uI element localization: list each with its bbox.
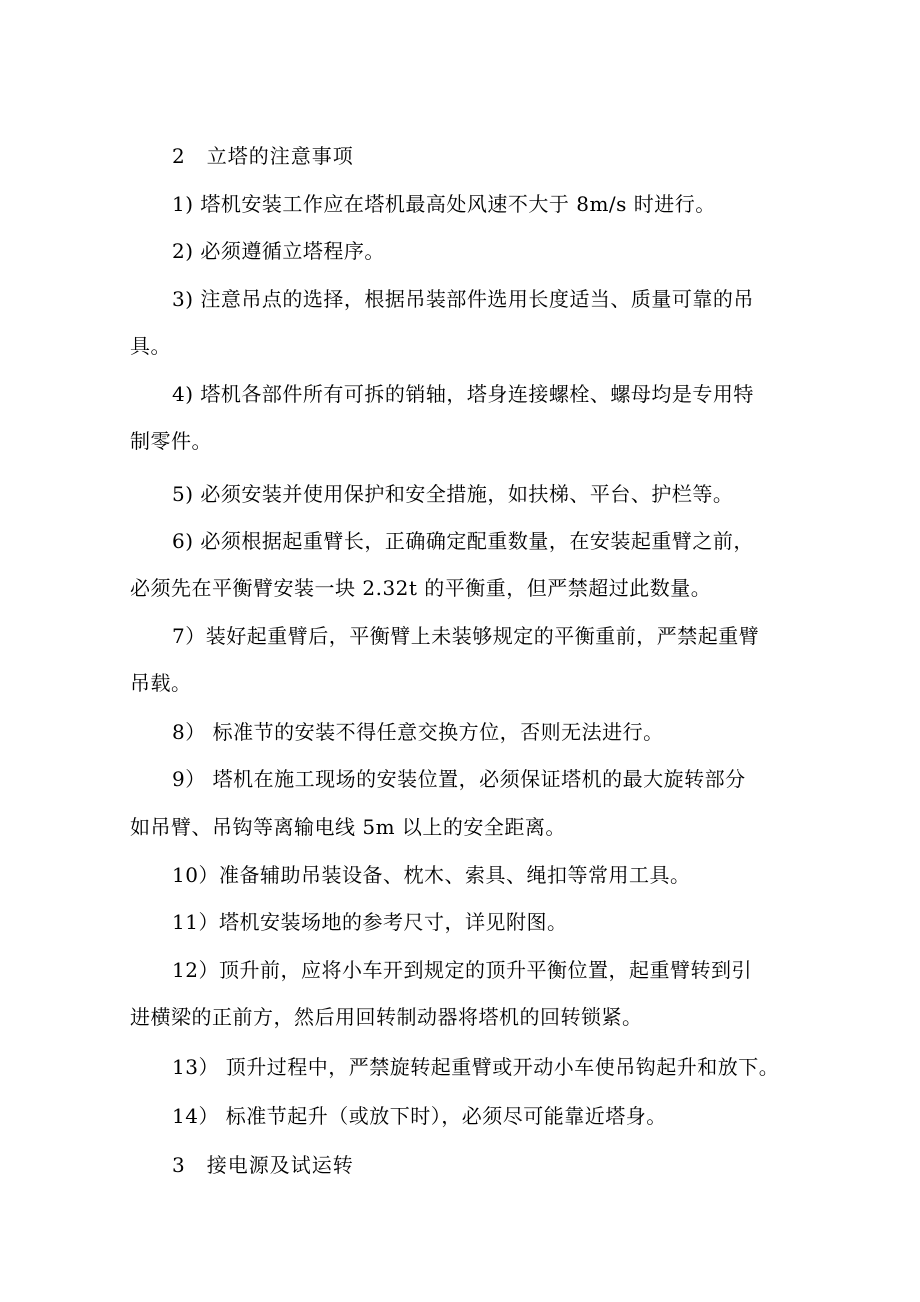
item-11: 11）塔机安装场地的参考尺寸，详见附图。: [172, 910, 568, 934]
item-3: 3) 注意吊点的选择，根据吊装部件选用长度适当、质量可靠的吊: [172, 287, 754, 311]
item-13: 13） 顶升过程中，严禁旋转起重臂或开动小车使吊钩起升和放下。: [172, 1055, 780, 1079]
item-6-continued: 必须先在平衡臂安装一块 2.32t 的平衡重，但严禁超过此数量。: [130, 576, 712, 600]
item-4-continued: 制零件。: [130, 429, 212, 453]
section-2-heading: 2 立塔的注意事项: [172, 144, 354, 168]
item-3-continued: 具。: [130, 334, 171, 358]
item-8: 8） 标准节的安装不得任意交换方位，否则无法进行。: [172, 720, 664, 744]
item-4: 4) 塔机各部件所有可拆的销轴，塔身连接螺栓、螺母均是专用特: [172, 382, 754, 406]
item-12-continued: 进横梁的正前方，然后用回转制动器将塔机的回转锁紧。: [130, 1005, 643, 1029]
item-9: 9） 塔机在施工现场的安装位置，必须保证塔机的最大旋转部分: [172, 767, 746, 791]
section-3-heading: 3 接电源及试运转: [172, 1153, 354, 1177]
item-12: 12）顶升前，应将小车开到规定的顶升平衡位置，起重臂转到引: [172, 958, 752, 982]
item-1: 1) 塔机安装工作应在塔机最高处风速不大于 8m/s 时进行。: [172, 192, 716, 216]
item-10: 10）准备辅助吊装设备、枕木、索具、绳扣等常用工具。: [172, 863, 691, 887]
item-5: 5) 必须安装并使用保护和安全措施，如扶梯、平台、护栏等。: [172, 482, 734, 506]
item-7: 7）装好起重臂后，平衡臂上未装够规定的平衡重前，严禁起重臂: [172, 624, 760, 648]
item-7-continued: 吊载。: [130, 671, 192, 695]
item-6: 6) 必须根据起重臂长，正确确定配重数量，在安装起重臂之前，: [172, 529, 754, 553]
item-14: 14） 标准节起升（或放下时），必须尽可能靠近塔身。: [172, 1104, 667, 1128]
item-2: 2) 必须遵循立塔程序。: [172, 239, 385, 263]
item-9-continued: 如吊臂、吊钩等离输电线 5m 以上的安全距离。: [130, 815, 566, 839]
